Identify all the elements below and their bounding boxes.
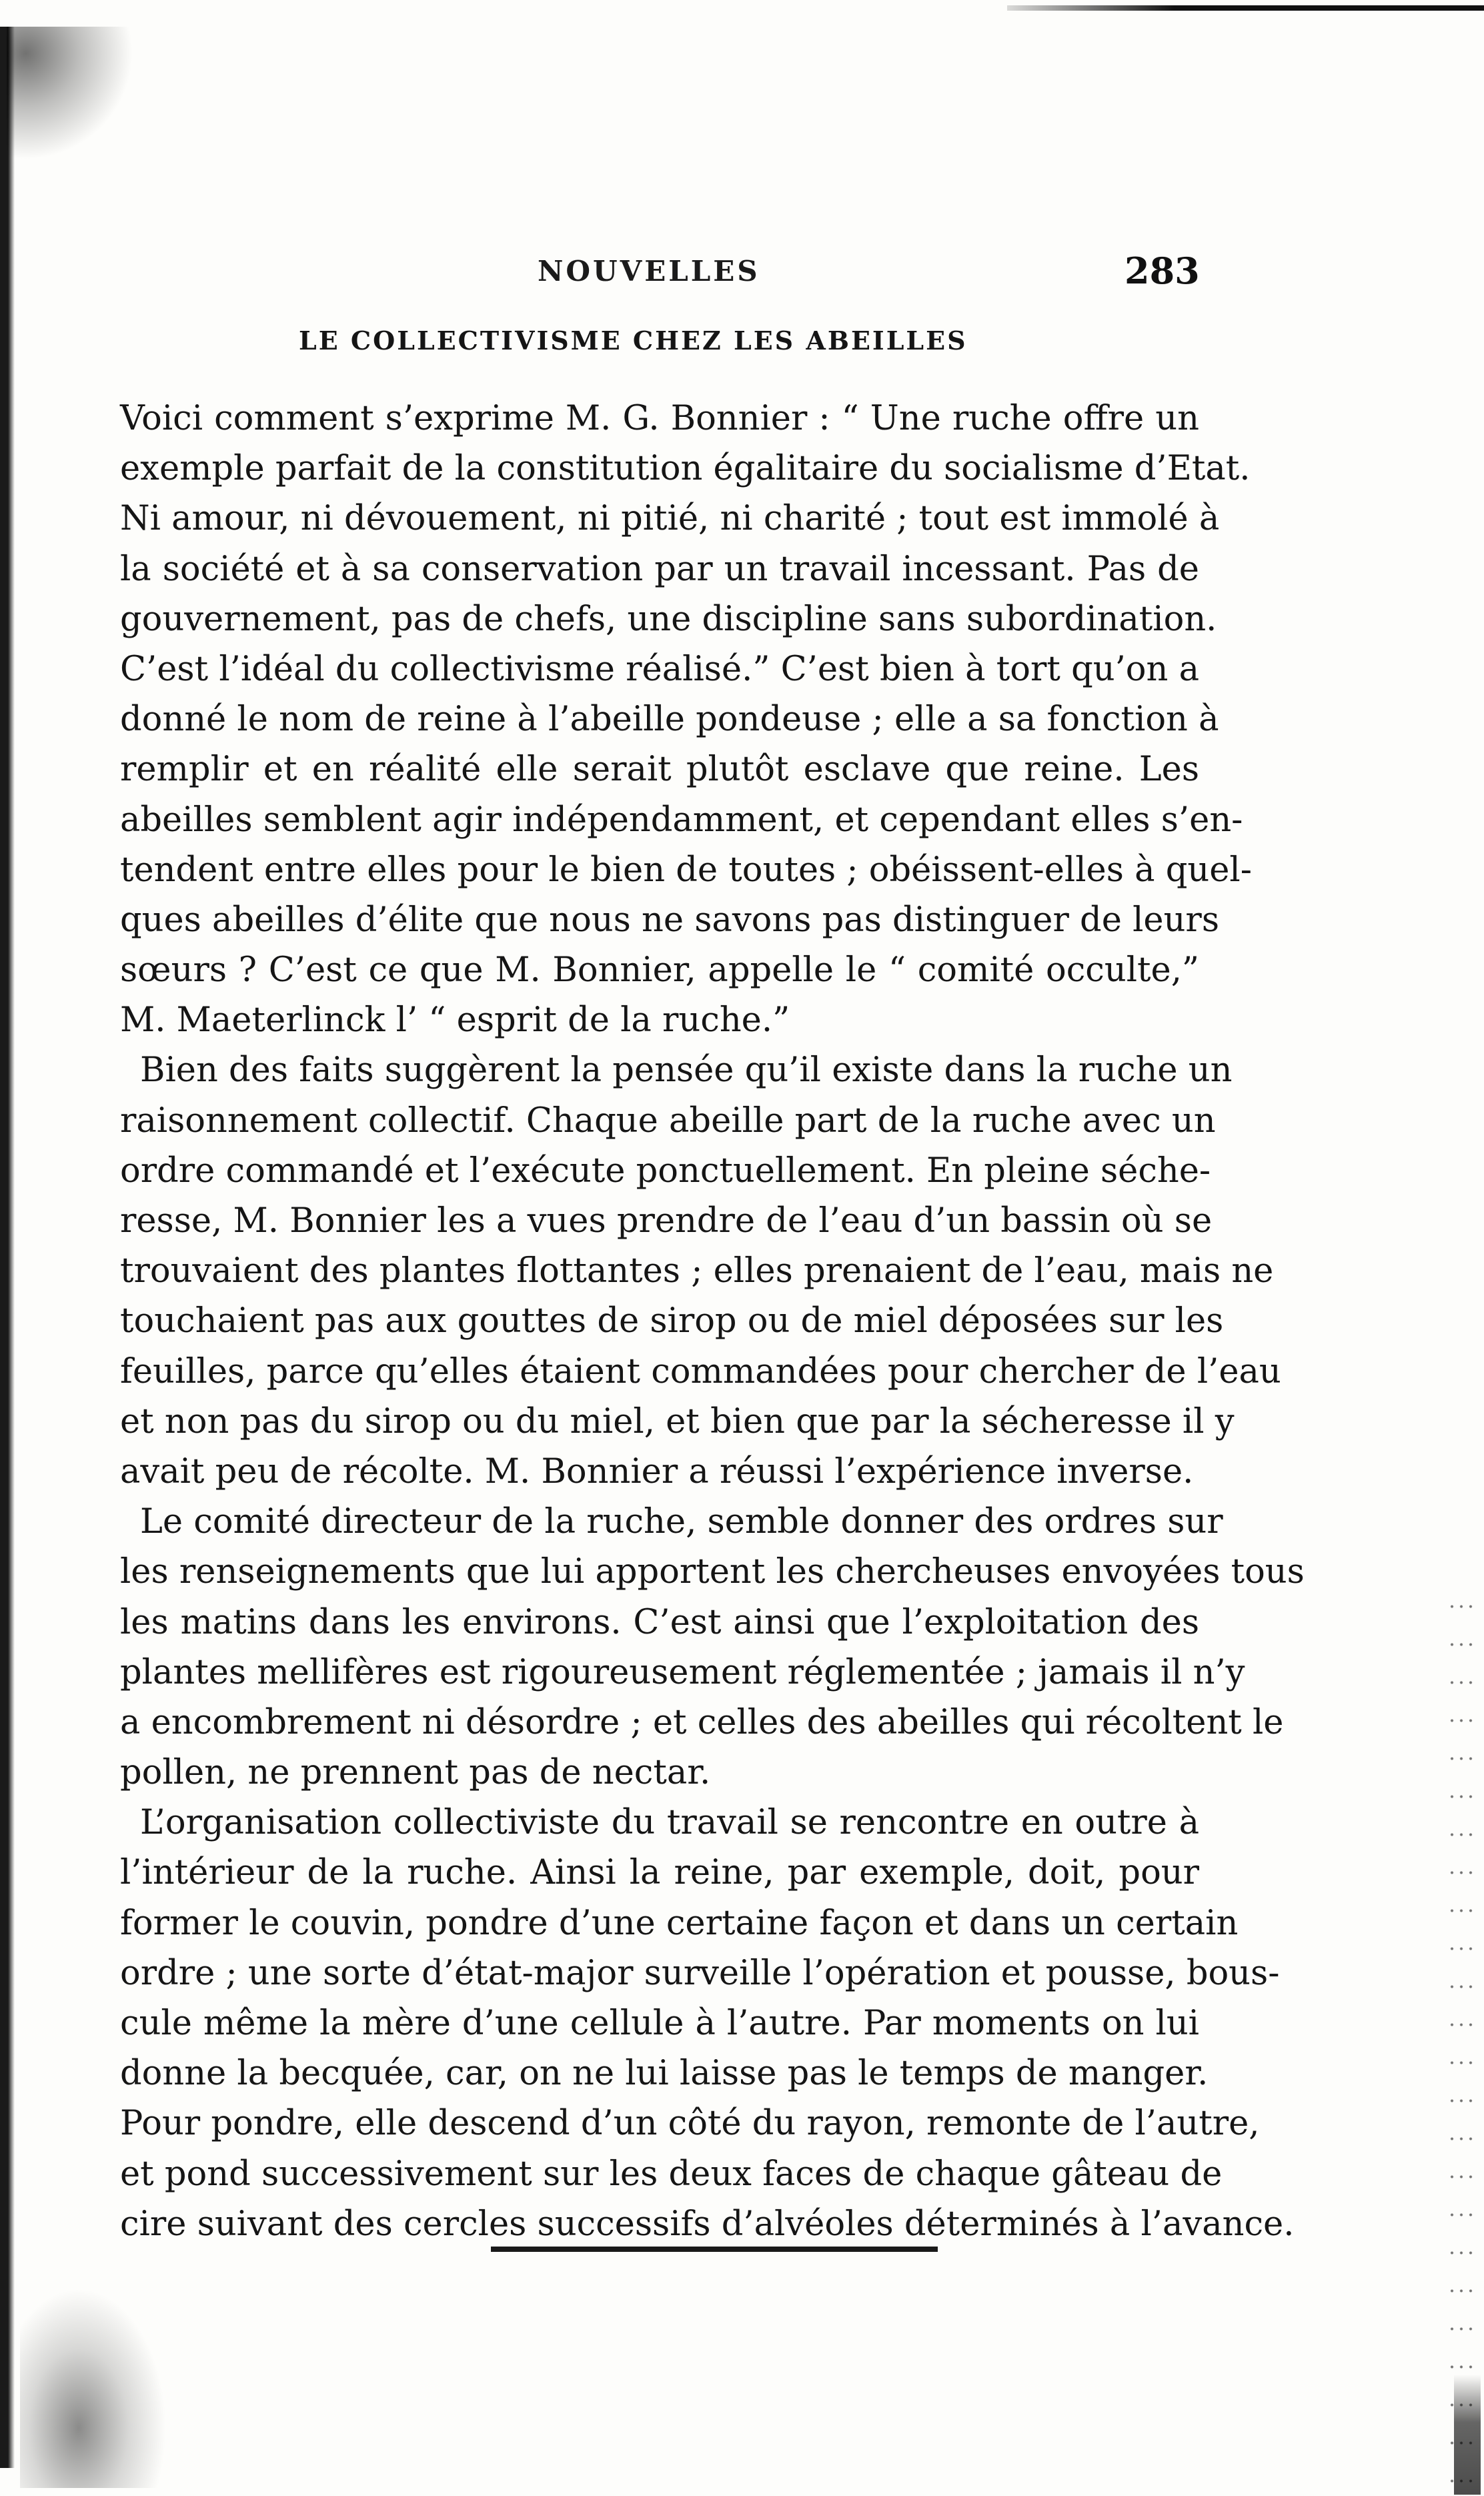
text-line: feuilles, parce qu’elles étaient commandées pour chercher de l’eau (120, 1351, 1281, 1391)
text-line: raisonnement collectif. Chaque abeille part de la ruche avec un (120, 1101, 1216, 1141)
scan-bottom-smudge (20, 2288, 167, 2488)
text-line: ques abeilles d’élite que nous ne savons pas distinguer de leurs (120, 900, 1219, 940)
text-line: les matins dans les environs. C’est ainsi que l’exploitation des (120, 1602, 1199, 1642)
text-line: la société et à sa conservation par un travail incessant. Pas de (120, 549, 1199, 589)
text-line: exemple parfait de la constitution égalitaire du socialisme d’Etat. (120, 449, 1251, 489)
scan-right-dark-edge (1454, 2375, 1481, 2495)
text-line: touchaient pas aux gouttes de sirop ou de miel déposées sur les (120, 1301, 1224, 1341)
text-line: avait peu de récolte. M. Bonnier a réussi l’expérience inverse. (120, 1451, 1194, 1491)
text-line: gouvernement, pas de chefs, une discipline sans subordination. (120, 599, 1217, 639)
scan-left-edge (0, 27, 15, 2468)
text-line: tendent entre elles pour le bien de toutes ; obéissent-elles à quel- (120, 850, 1252, 890)
text-line: pollen, ne prennent pas de nectar. (120, 1753, 711, 1793)
text-line: donne la becquée, car, on ne lui laisse pas le temps de manger. (120, 2054, 1209, 2094)
end-rule (491, 2247, 938, 2252)
text-line: ordre ; une sorte d’état-major surveille l’opération et pousse, bous- (120, 1953, 1280, 1993)
text-line: Voici comment s’exprime M. G. Bonnier : “ Une ruche offre un (120, 399, 1199, 438)
text-line: a encombrement ni désordre ; et celles des abeilles qui récoltent le (120, 1702, 1284, 1742)
text-line: abeilles semblent agir indépendamment, et cependant elles s’en- (120, 800, 1243, 840)
text-line: et non pas du sirop ou du miel, et bien que par la sécheresse il y (120, 1401, 1235, 1441)
article-body (120, 394, 1305, 2249)
text-line: l’intérieur de la ruche. Ainsi la reine, par exemple, doit, pour (120, 1853, 1199, 1893)
text-line: sœurs ? C’est ce que M. Bonnier, appelle le “ comité occulte,” (120, 951, 1199, 991)
running-head: NOUVELLES (538, 255, 760, 287)
text-line: resse, M. Bonnier les a vues prendre de l’eau d’un bassin où se (120, 1201, 1213, 1241)
text-line: plantes mellifères est rigoureusement réglementée ; jamais il n’y (120, 1652, 1245, 1692)
text-line: remplir et en réalité elle serait plutôt esclave que reine. Les (120, 750, 1199, 790)
text-line: Le comité directeur de la ruche, semble donner des ordres sur (140, 1502, 1223, 1542)
text-line: trouvaient des plantes flottantes ; elles prenaient de l’eau, mais ne (120, 1251, 1274, 1291)
text-line: C’est l’idéal du collectivisme réalisé.” C’est bien à tort qu’on a (120, 649, 1199, 689)
text-line: Ni amour, ni dévouement, ni pitié, ni charité ; tout est immolé à (120, 499, 1220, 539)
scan-right-specks (1447, 1588, 1474, 2488)
page-number: 283 (1125, 249, 1200, 292)
article-title: LE COLLECTIVISME CHEZ LES ABEILLES (299, 326, 968, 356)
text-line: cule même la mère d’une cellule à l’autre. Par moments on lui (120, 2004, 1199, 2043)
text-line: M. Maeterlinck l’ “ esprit de la ruche.” (120, 1001, 790, 1041)
text-line: et pond successivement sur les deux faces de chaque gâteau de (120, 2154, 1223, 2194)
scan-top-rule (1007, 5, 1484, 11)
text-line: ordre commandé et l’exécute ponctuellement. En pleine séche- (120, 1151, 1211, 1191)
text-line: former le couvin, pondre d’une certaine façon et dans un certain (120, 1903, 1239, 1943)
text-line: donné le nom de reine à l’abeille pondeuse ; elle a sa fonction à (120, 700, 1219, 740)
text-line: les renseignements que lui apportent les chercheuses envoyées tous (120, 1552, 1305, 1592)
text-line: Bien des faits suggèrent la pensée qu’il existe dans la ruche un (140, 1051, 1233, 1091)
text-line: Pour pondre, elle descend d’un côté du rayon, remonte de l’autre, (120, 2104, 1260, 2144)
text-line: cire suivant des cercles successifs d’alvéoles déterminés à l’avance. (120, 2204, 1295, 2244)
text-line: L’organisation collectiviste du travail se rencontre en outre à (140, 1803, 1199, 1843)
scan-corner-smudge (7, 27, 133, 160)
